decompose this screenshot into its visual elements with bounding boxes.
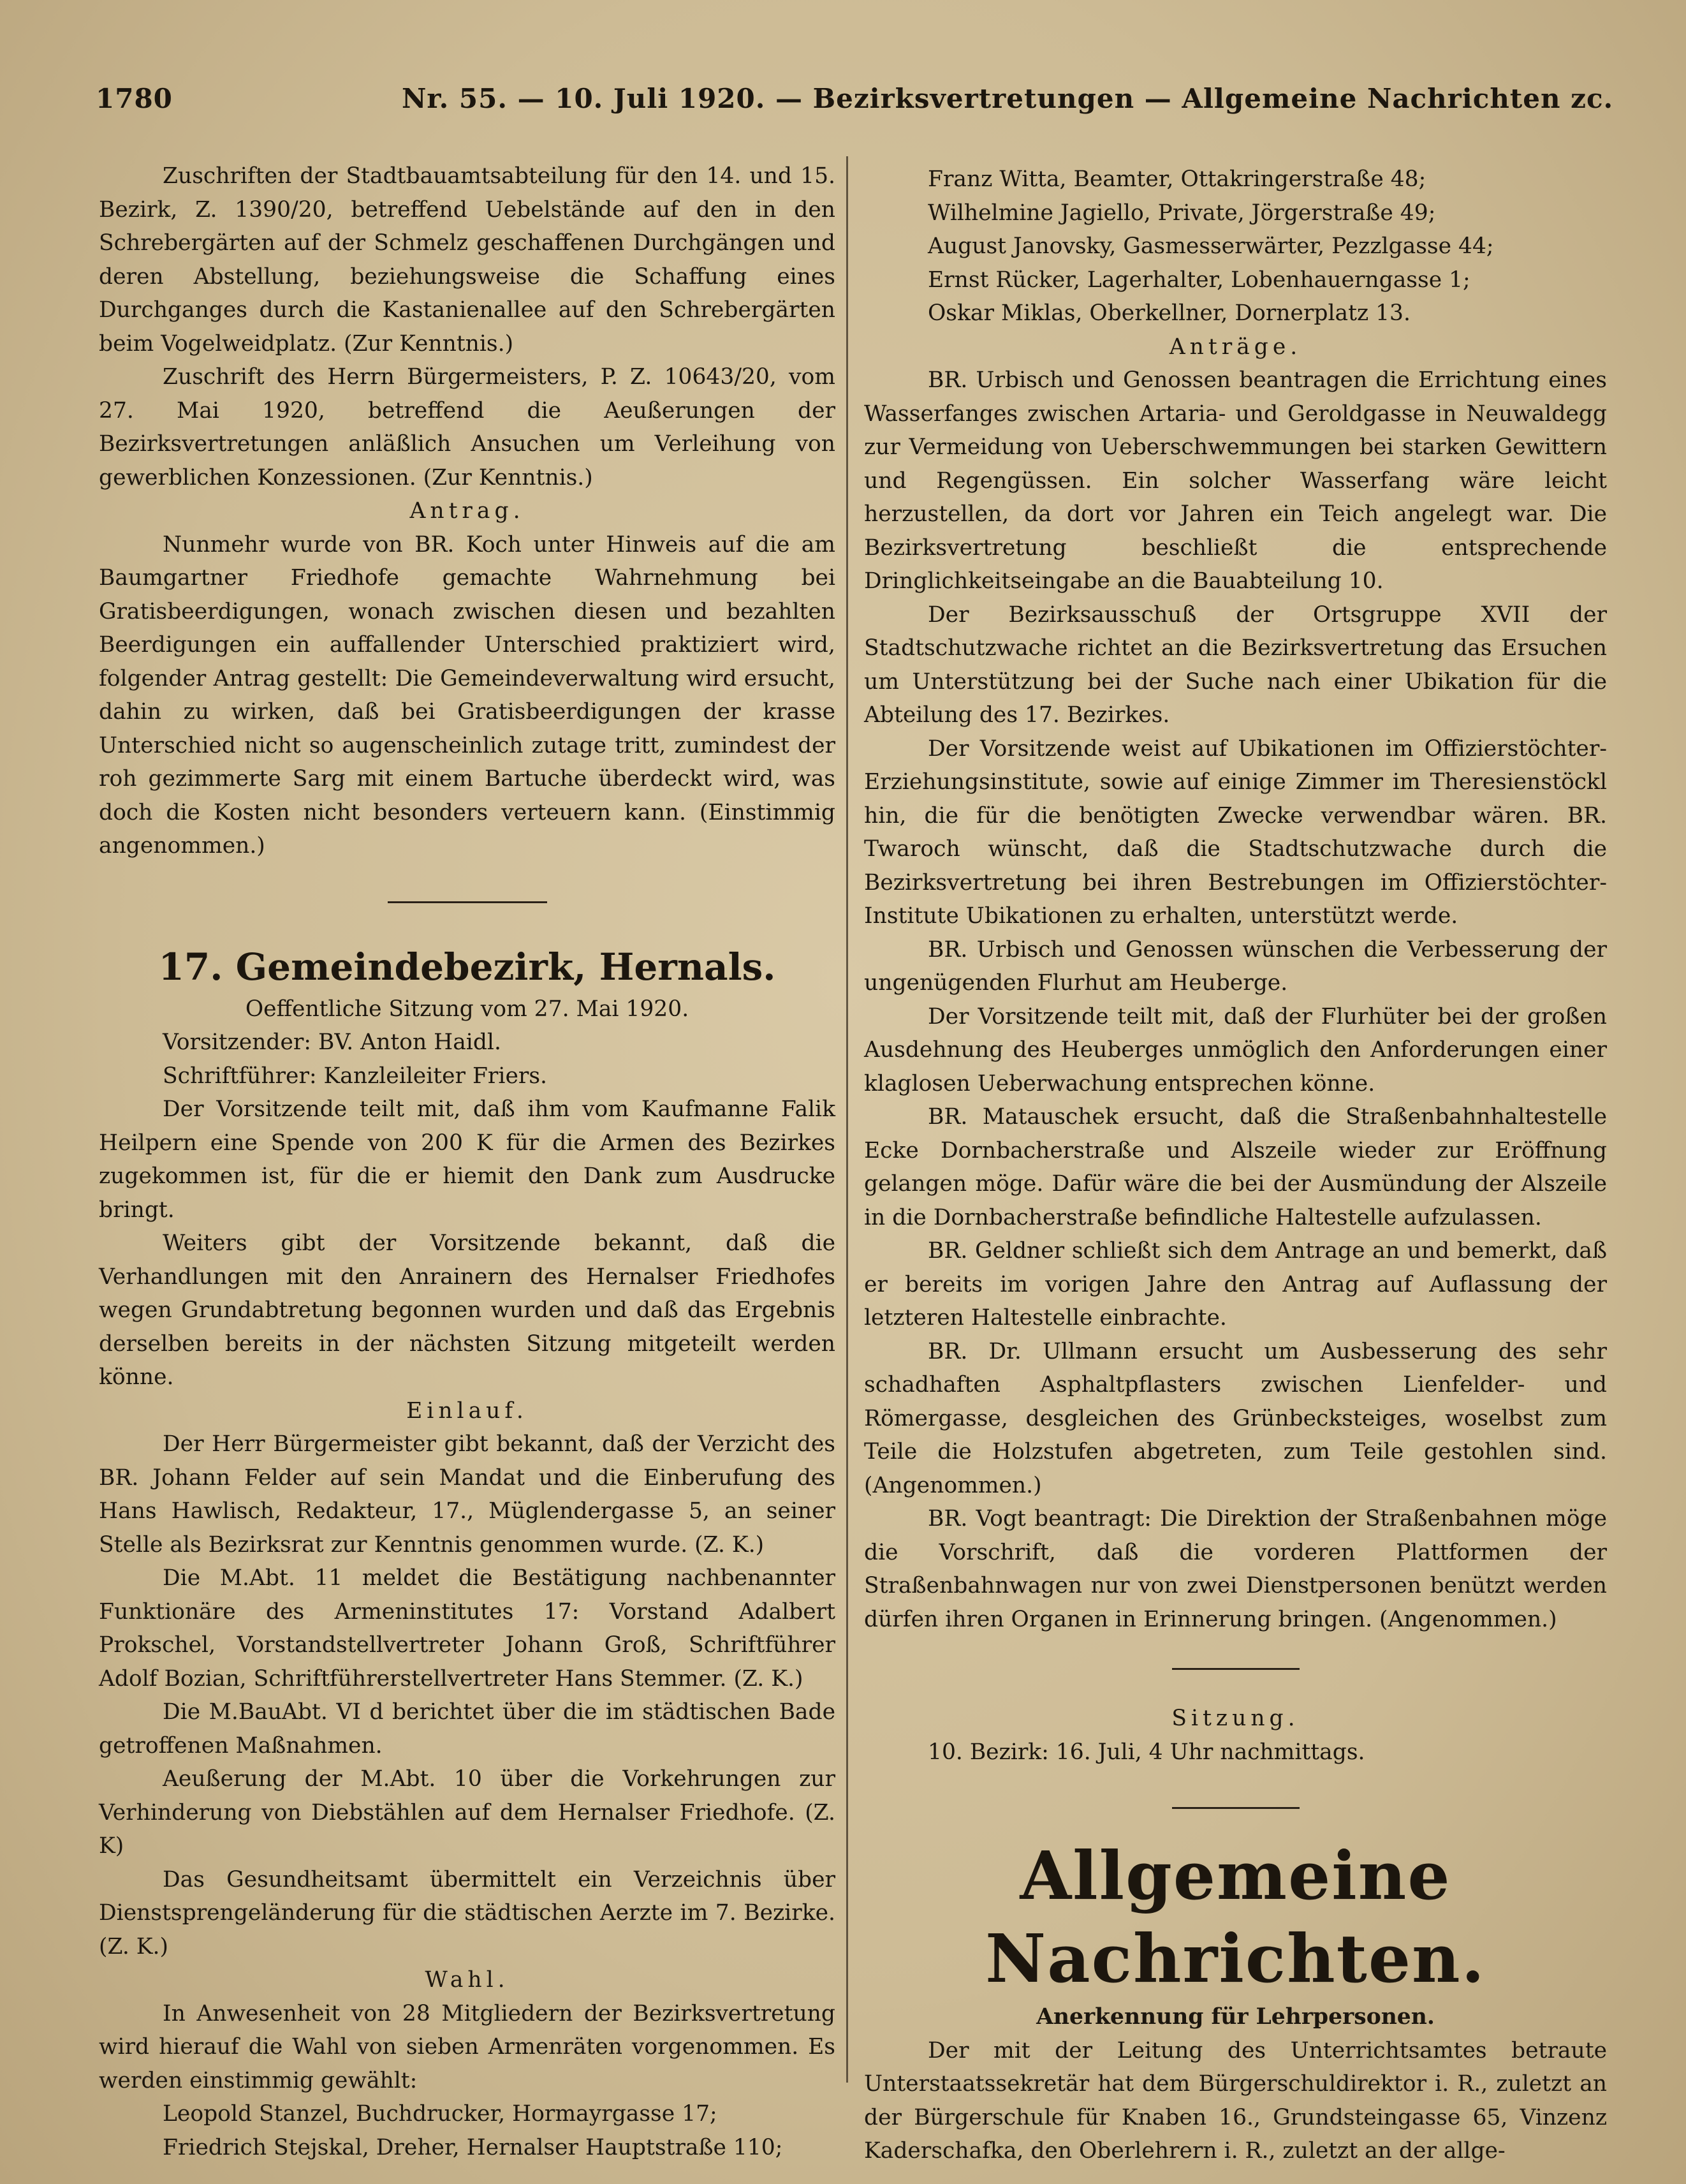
- paragraph: BR. Urbisch und Genossen wünschen die Verbesserung der ungenügenden Flurhut am Heuberge.: [864, 936, 1607, 996]
- paragraph: Der Bezirksausschuß der Ortsgruppe XVII der Stadtschutzwache richtet an die Bezirksvertretung das Ersuchen um Unterstützung bei der Suche nach einer Ubikation für die Abteilung des 17. Bezirkes.: [864, 601, 1607, 728]
- header-title: Nr. 55. — 10. Juli 1920. — Bezirksvertretungen — Allgemeine Nachrichten zc.: [402, 83, 1614, 114]
- paragraph: Das Gesundheitsamt übermittelt ein Verzeichnis über Dienstsprengeländerung für die städtischen Aerzte im 7. Bezirke. (Z. K.): [99, 1866, 835, 1959]
- news-subtitle: Anerkennung für Lehrpersonen.: [1036, 2004, 1435, 2030]
- subheading-sitzung: Sitzung.: [1171, 1706, 1300, 1731]
- list-item: Ernst Rücker, Lagerhalter, Lobenhauerngasse 1;: [928, 267, 1470, 293]
- paragraph: Der Vorsitzende teilt mit, daß ihm vom Kaufmanne Falik Heilpern eine Spende von 200 K für die Armen des Bezirkes zugekommen ist, für die er hiemit den Dank zum Ausdrucke bringt.: [99, 1096, 835, 1223]
- column-divider: [846, 156, 848, 2083]
- paragraph: BR. Dr. Ullmann ersucht um Ausbesserung des sehr schadhaften Asphaltpflasters zwischen Lienfelder- und Römergasse, desgleichen des Grünbecksteiges, woselbst zum Teile die Holzstufen abgetreten, zum Teile gestohlen sind. (Angenommen.): [864, 1338, 1607, 1498]
- section-title: 17. Gemeindebezirk, Hernals.: [158, 945, 776, 989]
- paragraph: Aeußerung der M.Abt. 10 über die Vorkehrungen zur Verhinderung von Diebstählen auf dem Hernalser Friedhofe. (Z. K): [99, 1766, 835, 1859]
- list-item: Leopold Stanzel, Buchdrucker, Hormayrgasse 17;: [163, 2101, 717, 2127]
- paragraph: In Anwesenheit von 28 Mitgliedern der Bezirksvertretung wird hierauf die Wahl von sieben Armenräten vorgenommen. Es werden einstimmig gewählt:: [99, 2000, 835, 2093]
- paragraph: BR. Vogt beantragt: Die Direktion der Straßenbahnen möge die Vorschrift, daß die vorderen Plattformen der Straßenbahnwagen nur von zwei Dienstpersonen benützt werden dürfen ihren Organen in Erinnerung bringen. (Angenommen.): [864, 1506, 1607, 1632]
- subheading-wahl: Wahl.: [425, 1967, 509, 1993]
- subheading-antrag: Antrag.: [409, 498, 525, 524]
- paragraph: BR. Geldner schließt sich dem Antrage an und bemerkt, daß er bereits im vorigen Jahre den Antrag auf Auflassung der letzteren Haltestelle einbrachte.: [864, 1238, 1607, 1331]
- list-item: Wilhelmine Jagiello, Private, Jörgerstraße 49;: [928, 200, 1436, 226]
- paragraph: Nunmehr wurde von BR. Koch unter Hinweis auf die am Baumgartner Friedhofe gemachte Wahrnehmung bei Gratisbeerdigungen, wonach zwischen diesen und bezahlten Beerdigungen ein auffallender Unterschied praktiziert wird, folgender Antrag gestellt: Die Gemeindeverwaltung wird ersucht, dahin zu wirken, daß bei Gratisbeerdigungen der krasse Unterschied nicht so augenscheinlich zutage tritt, zumindest der roh gezimmerte Sarg mit einem Bartuche überdeckt wird, was doch die Kosten nicht besonders verteuern kann. (Einstimmig angenommen.): [99, 531, 835, 859]
- list-item: August Janovsky, Gasmesserwärter, Pezzlgasse 44;: [928, 233, 1494, 259]
- subheading-einlauf: Einlauf.: [406, 1398, 528, 1424]
- list-item: Franz Witta, Beamter, Ottakringerstraße 48;: [928, 166, 1426, 192]
- paragraph: Zuschriften der Stadtbauamtsabteilung für den 14. und 15. Bezirk, Z. 1390/20, betreffend Uebelstände auf den in den Schrebergärten auf der Schmelz geschaffenen Durchgängen und deren Abstellung, beziehungsweise die Schaffung eines Durchganges durch die Kastanienallee auf den Schrebergärten beim Vogelweidplatz. (Zur Kenntnis.): [99, 163, 835, 357]
- session-line: Oeffentliche Sitzung vom 27. Mai 1920.: [245, 996, 689, 1022]
- secretary-line: Schriftführer: Kanzleileiter Friers.: [163, 1063, 548, 1089]
- list-item: Friedrich Stejskal, Dreher, Hernalser Hauptstraße 110;: [163, 2134, 783, 2160]
- paragraph: Die M.BauAbt. VI d berichtet über die im städtischen Bade getroffenen Maßnahmen.: [99, 1699, 835, 1759]
- running-header: [96, 83, 1614, 121]
- paragraph: Zuschrift des Herrn Bürgermeisters, P. Z. 10643/20, vom 27. Mai 1920, betreffend die Aeußerungen der Bezirksvertretungen anläßlich Ansuchen um Verleihung von gewerblichen Konzessionen. (Zur Kenntnis.): [99, 364, 835, 491]
- chair-line: Vorsitzender: BV. Anton Haidl.: [163, 1029, 501, 1055]
- paragraph: Die M.Abt. 11 meldet die Bestätigung nachbenannter Funktionäre des Armeninstitutes 17: Vorstand Adalbert Prokschel, Vorstandstellvertreter Johann Groß, Schriftführer Adolf Bozian, Schriftführerstellvertreter Hans Stemmer. (Z. K.): [99, 1565, 835, 1692]
- paragraph: Der Herr Bürgermeister gibt bekannt, daß der Verzicht des BR. Johann Felder auf sein Mandat und die Einberufung des Hans Hawlisch, Redakteur, 17., Müglendergasse 5, an seiner Stelle als Bezirksrat zur Kenntnis genommen wurde. (Z. K.): [99, 1431, 835, 1558]
- list-item: Oskar Miklas, Oberkellner, Dornerplatz 13.: [928, 300, 1411, 326]
- paragraph: BR. Urbisch und Genossen beantragen die Errichtung eines Wasserfanges zwischen Artaria- und Geroldgasse in Neuwaldegg zur Vermeidung von Ueberschwemmungen bei starken Gewittern und Regengüssen. Ein solcher Wasserfang wäre leicht herzustellen, da dort vor Jahren ein Teich angelegt war. Die Bezirksvertretung beschließt die entsprechende Dringlichkeitseingabe an die Bauabteilung 10.: [864, 367, 1607, 594]
- paragraph: Der Vorsitzende weist auf Ubikationen im Offizierstöchter-Erziehungsinstitute, sowie auf einige Zimmer im Theresienstöckl hin, die für die benötigten Zwecke verwendbar wären. BR. Twaroch wünscht, daß die Stadtschutzwache durch die Bezirksvertretung bei ihren Bestrebungen im Offizierstöchter-Institute Ubikationen zu erhalten, unterstützt werde.: [864, 735, 1607, 929]
- right-column: [864, 163, 1607, 2168]
- paragraph: Der mit der Leitung des Unterrichtsamtes betraute Unterstaatssekretär hat dem Bürgerschuldirektor i. R., zuletzt an der Bürgerschule für Knaben 16., Grundsteingasse 65, Vinzenz Kaderschafka, den Oberlehrern i. R., zuletzt an der allge-: [864, 2037, 1607, 2164]
- paragraph: BR. Matauschek ersucht, daß die Straßenbahnhaltestelle Ecke Dornbacherstraße und Alszeile wieder zur Eröffnung gelangen möge. Dafür wäre die bei der Ausmündung der Alszeile in die Dornbacherstraße befindliche Haltestelle aufzulassen.: [864, 1104, 1607, 1230]
- paragraph: Der Vorsitzende teilt mit, daß der Flurhüter bei der großen Ausdehnung des Heuberges unmöglich den Anforderungen einer klaglosen Ueberwachung entsprechen könne.: [864, 1003, 1607, 1096]
- news-title: Allgemeine Nachrichten.: [985, 1836, 1486, 1998]
- left-column: [99, 159, 835, 2164]
- page-number: 1780: [96, 83, 173, 114]
- subheading-antraege: Anträge.: [1169, 334, 1302, 360]
- paragraph: Weiters gibt der Vorsitzende bekannt, daß die Verhandlungen mit den Anrainern des Hernalser Friedhofes wegen Grundabtretung begonnen wurden und daß das Ergebnis derselben bereits in der nächsten Sitzung mitgeteilt werden könne.: [99, 1230, 835, 1390]
- sitzung-line: 10. Bezirk: 16. Juli, 4 Uhr nachmittags.: [928, 1739, 1365, 1765]
